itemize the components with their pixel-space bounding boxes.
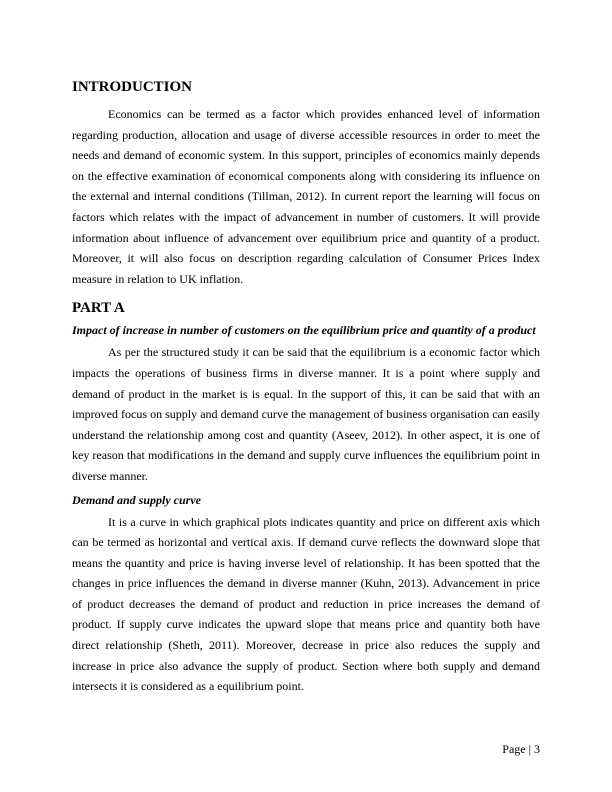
page-content — [72, 78, 540, 701]
introduction-heading: INTRODUCTION — [72, 79, 193, 95]
demand-supply-paragraph: It is a curve in which graphical plots indicates quantity and price on different axis which can be termed as horizontal and vertical axis. If demand curve reflects the downward slope that means the quantity and price is having inverse level of relationship. It has been spotted that the changes in price influences the demand in diverse manner (Kuhn, 2013). Advancement in price of product decreases the demand of product and reduction in price increases the demand of product. If supply curve indicates the upward slope that means price and quantity both have direct relationship (Sheth, 2011). Moreover, decrease in price also reduces the supply and increase in price also advance the supply of product. Section where both supply and demand intersects it is considered as a equilibrium point. — [72, 514, 540, 694]
part-a-subheading: Impact of increase in number of customers on the equilibrium price and quantity of a product — [72, 323, 536, 338]
part-a-paragraph: As per the structured study it can be said that the equilibrium is a economic factor which impacts the operations of business firms in diverse manner. It is a point where supply and demand of product in the market is is equal. In the support of this, it can be said that with an improved focus on supply and demand curve the management of business organisation can easily understand the relationship among cost and quantity (Aseev, 2012). In other aspect, it is one of key reason that modifications in the demand and supply curve influences the equilibrium point in diverse manner. — [72, 345, 540, 483]
introduction-paragraph: Economics can be termed as a factor which provides enhanced level of information regarding production, allocation and usage of diverse accessible resources in order to meet the needs and demand of economic system. In this support, principles of economics mainly depends on the effective examination of economical components along with considering its influence on the external and internal conditions (Tillman, 2012). In current report the learning will focus on factors which relates with the impact of advancement in number of customers. It will provide information about influence of advancement over equilibrium price and quantity of a product. Moreover, it will also focus on description regarding calculation of Consumer Prices Index measure in relation to UK inflation. — [72, 107, 540, 286]
demand-supply-heading: Demand and supply curve — [72, 492, 201, 507]
page-number: Page | 3 — [502, 742, 540, 756]
part-a-heading: PART A — [72, 300, 125, 317]
